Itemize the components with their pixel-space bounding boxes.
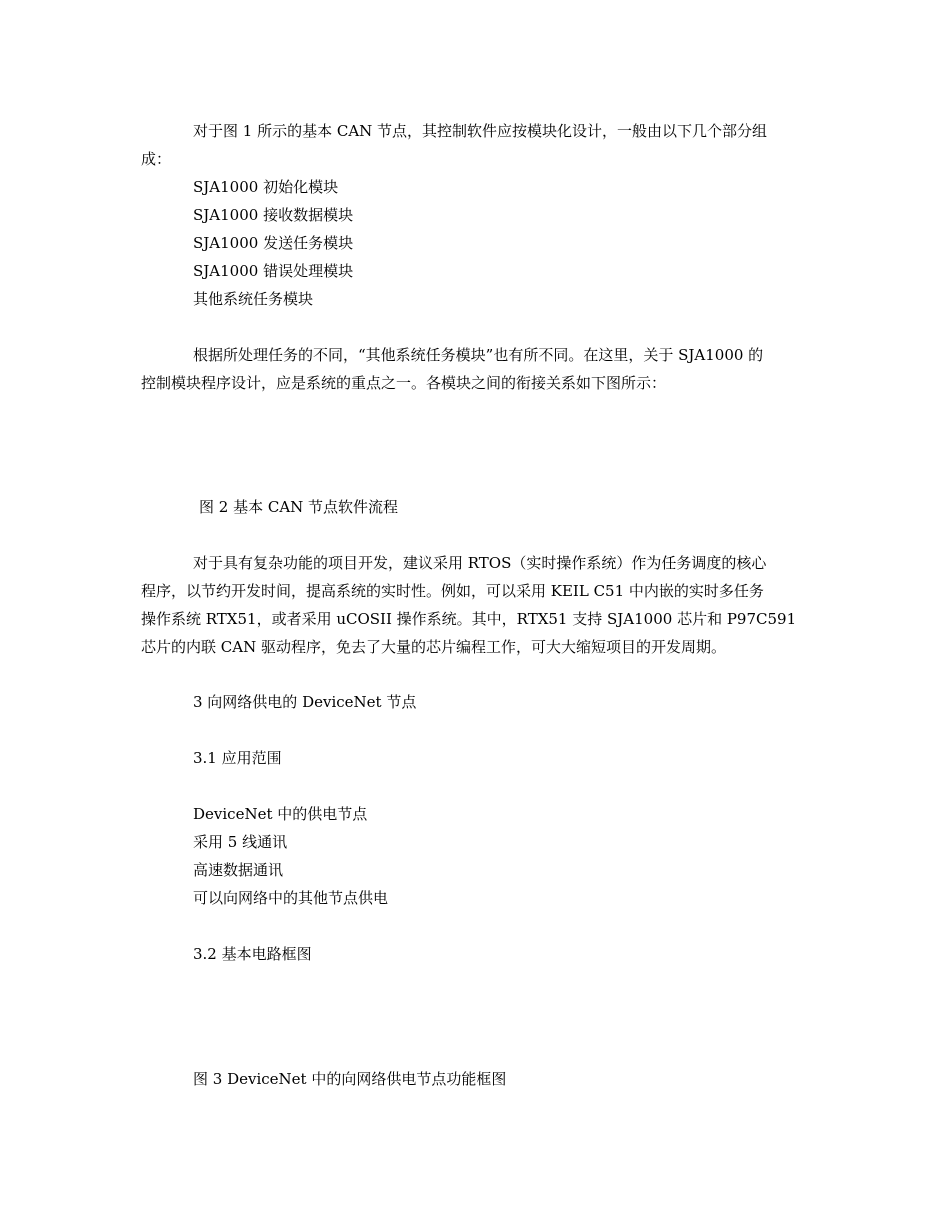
section-3-2-heading: 3.2 基本电路框图	[193, 945, 312, 963]
intro-line-2: 成：	[141, 150, 172, 168]
application-item: 可以向网络中的其他节点供电	[193, 889, 389, 907]
relation-line-1: 根据所处理任务的不同，“其他系统任务模块”也有所不同。在这里，关于 SJA1000 的	[193, 346, 764, 364]
application-item: DeviceNet 中的供电节点	[193, 805, 368, 823]
application-item: 高速数据通讯	[193, 861, 284, 879]
rtos-line-3: 操作系统 RTX51，或者采用 uCOSII 操作系统。其中，RTX51 支持 SJA1000 芯片和 P97C591	[141, 610, 797, 628]
section-3-heading: 3 向网络供电的 DeviceNet 节点	[193, 693, 417, 711]
section-3-1-heading: 3.1 应用范围	[193, 749, 282, 767]
intro-line-1: 对于图 1 所示的基本 CAN 节点，其控制软件应按模块化设计，一般由以下几个部分组	[193, 122, 768, 140]
module-item: 其他系统任务模块	[193, 290, 314, 308]
figure-3-caption: 图 3 DeviceNet 中的向网络供电节点功能框图	[193, 1070, 507, 1088]
module-item: SJA1000 发送任务模块	[193, 234, 354, 252]
application-item: 采用 5 线通讯	[193, 833, 288, 851]
rtos-line-4: 芯片的内联 CAN 驱动程序，免去了大量的芯片编程工作，可大大缩短项目的开发周期。	[141, 638, 726, 656]
module-item: SJA1000 错误处理模块	[193, 262, 354, 280]
relation-line-2: 控制模块程序设计，应是系统的重点之一。各模块之间的衔接关系如下图所示：	[141, 374, 667, 392]
module-item: SJA1000 接收数据模块	[193, 206, 354, 224]
figure-2-caption: 图 2 基本 CAN 节点软件流程	[199, 498, 399, 516]
module-item: SJA1000 初始化模块	[193, 178, 339, 196]
rtos-line-2: 程序，以节约开发时间，提高系统的实时性。例如，可以采用 KEIL C51 中内嵌的实时多任务	[141, 582, 764, 600]
rtos-line-1: 对于具有复杂功能的项目开发，建议采用 RTOS（实时操作系统）作为任务调度的核心	[193, 554, 767, 572]
